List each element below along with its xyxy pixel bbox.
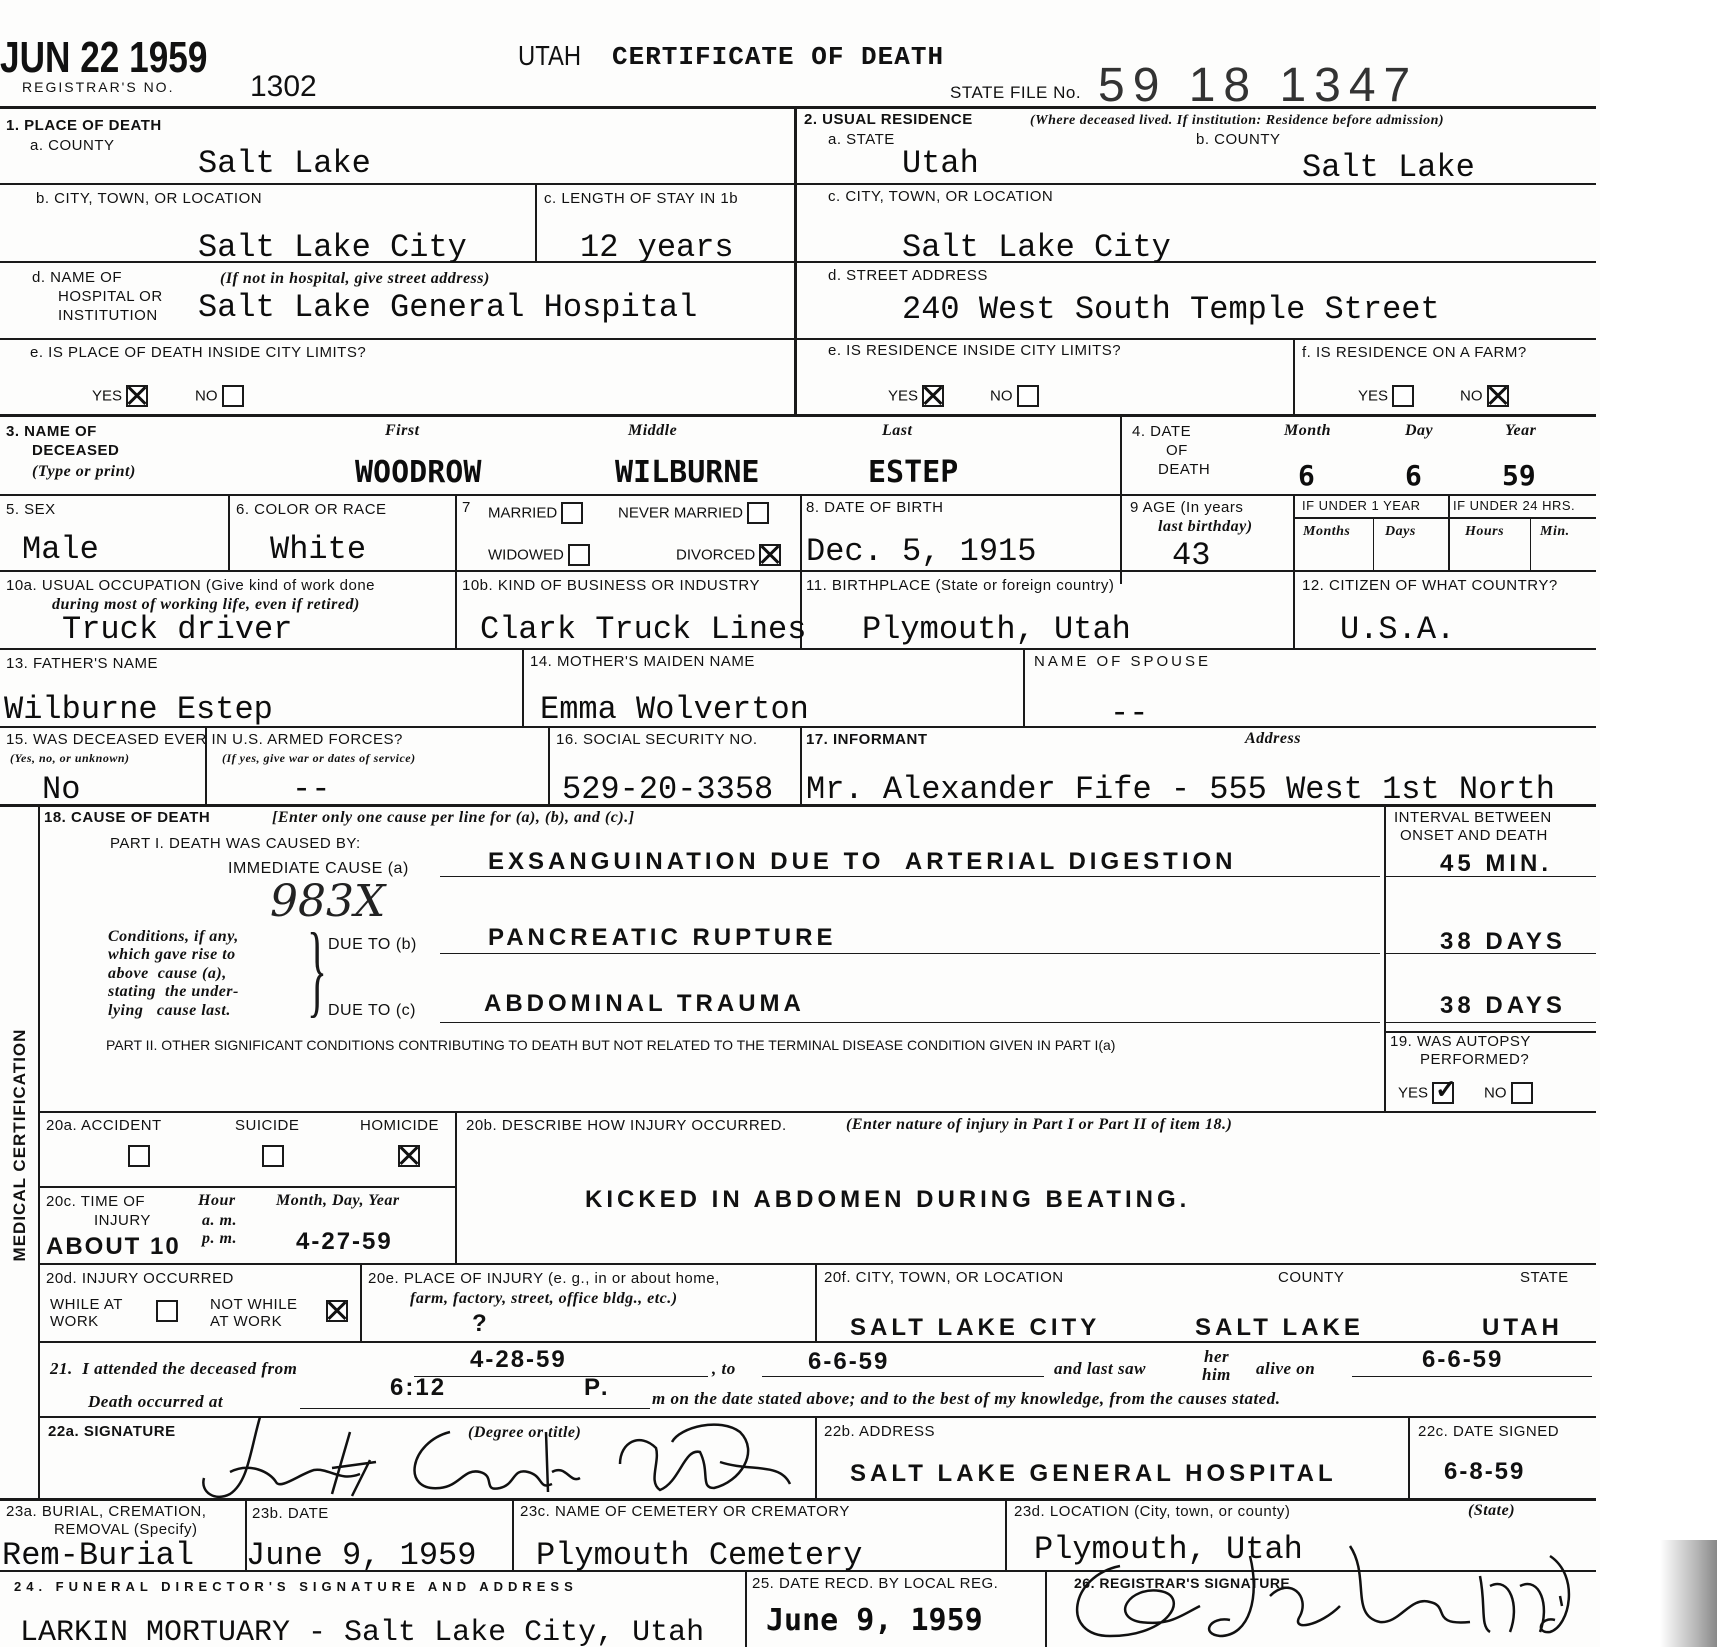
registrar-no-label: REGISTRAR'S NO. (22, 79, 175, 95)
mother-name-label: 14. MOTHER'S MAIDEN NAME (530, 653, 755, 670)
residence-inside-city-label: e. IS RESIDENCE INSIDE CITY LIMITS? (828, 342, 1122, 359)
burial-type: Rem-Burial (2, 1537, 195, 1574)
due-to-b-label: DUE TO (b) (328, 936, 417, 953)
checkbox-empty-icon (747, 502, 769, 524)
residence-inside-city-no[interactable]: NO (990, 385, 1039, 407)
immediate-cause-label: IMMEDIATE CAUSE (a) (228, 860, 409, 877)
am-label: a. m. (202, 1212, 237, 1229)
part-2-label: PART II. OTHER SIGNIFICANT CONDITIONS CONTRIBUTING TO DEATH BUT NOT RELATED TO THE TERMINAL DISEASE CONDITION GIVEN IN PART I(a) (106, 1037, 1116, 1053)
residence-county-label: b. COUNTY (1196, 131, 1281, 148)
age-label-1: 9 AGE (In years (1130, 499, 1244, 516)
cause-a: EXSANGUINATION DUE TO ARTERIAL DIGESTION (488, 848, 1237, 875)
business-label: 10b. KIND OF BUSINESS OR INDUSTRY (462, 577, 760, 594)
date-received-stamp: JUN 22 1959 (0, 33, 208, 82)
date-received: June 9, 1959 (766, 1603, 983, 1638)
checkmark-icon (1432, 1082, 1454, 1104)
last-name-label: Last (882, 422, 913, 439)
residence-on-farm-label: f. IS RESIDENCE ON A FARM? (1302, 344, 1527, 361)
medical-certification-side-label: MEDICAL CERTIFICATION (10, 1028, 29, 1262)
checkbox-empty-icon (1511, 1082, 1533, 1104)
injury-time: ABOUT 10 (46, 1233, 181, 1260)
injury-state: UTAH (1482, 1314, 1563, 1341)
checkbox-empty-icon (1392, 385, 1414, 407)
married-checkbox[interactable]: MARRIED (488, 502, 583, 524)
sex-label: 5. SEX (6, 501, 56, 518)
place-of-injury-label-1: 20e. PLACE OF INJURY (e. g., in or about home, (368, 1270, 720, 1287)
place-of-injury: ? (472, 1310, 491, 1337)
months-label: Months (1303, 524, 1351, 539)
physician-address: SALT LAKE GENERAL HOSPITAL (850, 1460, 1337, 1487)
certificate-title: CERTIFICATE OF DEATH (612, 42, 945, 72)
length-of-stay-label: c. LENGTH OF STAY IN 1b (544, 190, 739, 207)
alive-on-label: alive on (1256, 1359, 1316, 1378)
death-city: Salt Lake City (198, 229, 467, 266)
page-margin (1600, 0, 1717, 1647)
checkbox-checked-icon (1487, 385, 1509, 407)
part-1-label: PART I. DEATH WAS CAUSED BY: (110, 835, 361, 852)
under-1-year-label: IF UNDER 1 YEAR (1302, 498, 1421, 513)
date-of-death-label-2: OF (1166, 442, 1188, 459)
ssn-label: 16. SOCIAL SECURITY NO. (556, 731, 758, 748)
mother-name: Emma Wolverton (540, 691, 809, 728)
burial-date-label: 23b. DATE (252, 1505, 329, 1522)
checkbox-checked-icon (922, 385, 944, 407)
middle-name: WILBURNE (615, 455, 760, 490)
death-day: 6 (1405, 459, 1422, 492)
marital-prefix: 7 (462, 499, 471, 516)
armed-service-value: -- (292, 771, 331, 808)
registrar-no-value: 1302 (250, 70, 317, 103)
divorced-checkbox[interactable]: DIVORCED (676, 544, 781, 566)
interval-label-2: ONSET AND DEATH (1400, 827, 1548, 844)
spouse-label: NAME OF SPOUSE (1034, 653, 1212, 670)
residence-on-farm-yes[interactable]: YES (1358, 385, 1414, 407)
death-city-label: b. CITY, TOWN, OR LOCATION (36, 190, 263, 207)
name-of-deceased-label-2: DECEASED (32, 442, 120, 459)
while-at-work-label: WHILE AT WORK (50, 1296, 123, 1330)
time-of-injury-label-1: 20c. TIME OF (46, 1193, 146, 1210)
street-address: 240 West South Temple Street (902, 291, 1440, 328)
cemetery: Plymouth Cemetery (536, 1537, 863, 1574)
accident-label: 20a. ACCIDENT (46, 1117, 162, 1134)
residence-on-farm-no[interactable]: NO (1460, 385, 1509, 407)
death-inside-city-no[interactable]: NO (195, 385, 244, 407)
him-label: him (1202, 1365, 1231, 1384)
registrar-signature (1050, 1536, 1580, 1646)
not-while-at-work-checkbox[interactable] (322, 1300, 348, 1322)
occupation-label-1: 10a. USUAL OCCUPATION (Give kind of work done (6, 577, 376, 594)
hour-label: Hour (198, 1192, 236, 1209)
informant-address-label: Address (1245, 730, 1301, 747)
injury-city-label: 20f. CITY, TOWN, OR LOCATION (824, 1269, 1064, 1286)
place-of-injury-label-2: farm, factory, street, office bldg., etc.) (410, 1290, 678, 1307)
cause-of-death-heading: 18. CAUSE OF DEATH (44, 809, 211, 826)
burial-label-1: 23a. BURIAL, CREMATION, (6, 1503, 207, 1520)
under-24-hrs-label: IF UNDER 24 HRS. (1453, 498, 1576, 513)
last-name: ESTEP (868, 455, 959, 490)
funeral-director: LARKIN MORTUARY - Salt Lake City, Utah (20, 1616, 705, 1650)
injury-occurred-label: 20d. INJURY OCCURRED (46, 1270, 234, 1287)
informant: Mr. Alexander Fife - 555 West 1st North (806, 771, 1555, 808)
injury-state-label: STATE (1520, 1269, 1569, 1286)
birthplace: Plymouth, Utah (862, 611, 1131, 648)
name-of-deceased-label-1: 3. NAME OF (6, 423, 97, 440)
name-of-deceased-label-3: (Type or print) (32, 463, 136, 480)
armed-forces-value: No (42, 771, 81, 808)
residence-city-label: c. CITY, TOWN, OR LOCATION (828, 188, 1054, 205)
autopsy-yes[interactable]: YES✓ (1398, 1082, 1454, 1104)
pm-label: p. m. (202, 1230, 237, 1247)
death-year: 59 (1502, 459, 1536, 492)
date-of-death-label-3: DEATH (1158, 461, 1211, 478)
last-saw-date: 6-6-59 (1422, 1346, 1504, 1373)
checkbox-empty-icon (128, 1145, 150, 1167)
bracket-icon: } (306, 912, 327, 1027)
street-address-label: d. STREET ADDRESS (828, 267, 988, 284)
while-at-work-checkbox[interactable] (152, 1300, 178, 1322)
death-inside-city-label: e. IS PLACE OF DEATH INSIDE CITY LIMITS? (30, 344, 367, 361)
month-day-year-label: Month, Day, Year (276, 1192, 400, 1209)
father-name-label: 13. FATHER'S NAME (6, 655, 158, 672)
occupation: Truck driver (62, 611, 293, 648)
date-of-death-label-1: 4. DATE (1132, 423, 1192, 440)
informant-label: 17. INFORMANT (806, 731, 928, 748)
place-of-death-heading: 1. PLACE OF DEATH (6, 117, 162, 134)
hospital-label-3: INSTITUTION (58, 307, 158, 324)
classification-code: 983X (270, 876, 386, 927)
title-state: UTAH (518, 40, 582, 71)
accident-checkbox[interactable] (124, 1145, 150, 1167)
last-saw-label: and last saw (1054, 1359, 1146, 1378)
checkbox-empty-icon (568, 544, 590, 566)
interval-b: 38 DAYS (1440, 928, 1566, 955)
hours-label: Hours (1465, 524, 1505, 539)
death-county-label: a. COUNTY (30, 137, 115, 154)
date-signed-label: 22c. DATE SIGNED (1418, 1423, 1560, 1440)
cemetery-label: 23c. NAME OF CEMETERY OR CREMATORY (520, 1503, 850, 1520)
hospital-label-2: HOSPITAL OR (58, 288, 163, 305)
date-of-birth: Dec. 5, 1915 (806, 533, 1037, 570)
autopsy-no[interactable]: NO (1484, 1082, 1533, 1104)
race-label: 6. COLOR OR RACE (236, 501, 387, 518)
death-county: Salt Lake (198, 145, 371, 182)
ssn: 529-20-3358 (562, 771, 774, 808)
describe-injury-label: 20b. DESCRIBE HOW INJURY OCCURRED. (466, 1117, 787, 1134)
cause-of-death-note: [Enter only one cause per line for (a), (b), and (c).] (272, 809, 635, 826)
min-label: Min. (1540, 524, 1570, 539)
death-occurred-label: Death occurred at (88, 1392, 224, 1411)
hospital-note: (If not in hospital, give street address) (220, 270, 490, 287)
describe-injury-note: (Enter nature of injury in Part I or Part II of item 18.) (846, 1116, 1233, 1133)
race-value: White (270, 531, 367, 568)
birthplace-label: 11. BIRTHPLACE (State or foreign country) (806, 577, 1115, 594)
signature-label: 22a. SIGNATURE (48, 1423, 176, 1440)
attended-to: 6-6-59 (808, 1348, 890, 1375)
her-label: her (1204, 1347, 1230, 1366)
injury-date: 4-27-59 (296, 1228, 393, 1255)
cause-c: ABDOMINAL TRAUMA (484, 990, 805, 1017)
cemetery-location: Plymouth, Utah (1034, 1531, 1303, 1568)
date-signed: 6-8-59 (1444, 1458, 1526, 1485)
interval-c: 38 DAYS (1440, 992, 1566, 1019)
residence-county: Salt Lake (1302, 149, 1475, 186)
attended-from: 4-28-59 (470, 1346, 567, 1373)
attended-label: 21. I attended the deceased from (50, 1359, 298, 1378)
armed-forces-sub-1: (Yes, no, or unknown) (10, 751, 130, 765)
month-label: Month (1284, 422, 1331, 439)
death-occurred-rest: m on the date stated above; and to the best of my knowledge, from the causes stated. (652, 1389, 1281, 1408)
homicide-checkbox[interactable] (394, 1145, 420, 1167)
spouse-name: -- (1110, 695, 1149, 732)
armed-forces-label: 15. WAS DECEASED EVER IN U.S. ARMED FORCES? (6, 731, 403, 748)
page-corner-shadow (1660, 1540, 1717, 1647)
checkbox-empty-icon (561, 502, 583, 524)
funeral-director-label: 24. FUNERAL DIRECTOR'S SIGNATURE AND ADDRESS (14, 1579, 578, 1594)
days-label: Days (1385, 524, 1416, 539)
checkbox-checked-icon (126, 385, 148, 407)
injury-county-label: COUNTY (1278, 1269, 1345, 1286)
state-file-label: STATE FILE No. (950, 83, 1082, 102)
business: Clark Truck Lines (480, 611, 807, 648)
autopsy-label-1: 19. WAS AUTOPSY (1390, 1033, 1531, 1050)
citizen-label: 12. CITIZEN OF WHAT COUNTRY? (1302, 577, 1558, 594)
not-while-at-work-label: NOT WHILE AT WORK (210, 1296, 298, 1330)
death-inside-city-yes[interactable]: YES (92, 385, 148, 407)
age-label-2: last birthday) (1158, 518, 1253, 535)
degree-label: (Degree or title) (468, 1424, 582, 1441)
injury-county: SALT LAKE (1195, 1314, 1364, 1341)
checkbox-checked-icon (759, 544, 781, 566)
usual-residence-heading: 2. USUAL RESIDENCE (804, 111, 973, 128)
homicide-label: HOMICIDE (360, 1117, 439, 1134)
hospital-label-1: d. NAME OF (32, 269, 123, 286)
physician-signature (100, 1412, 820, 1502)
checkbox-empty-icon (1017, 385, 1039, 407)
death-time: 6:12 (390, 1374, 447, 1401)
conditions-note: Conditions, if any, which gave rise to above cause (a), stating the under- lying cause last. (108, 928, 239, 1019)
suicide-label: SUICIDE (235, 1117, 300, 1134)
death-ampm: P. (584, 1374, 612, 1401)
never-married-checkbox[interactable]: NEVER MARRIED (618, 502, 769, 524)
interval-a: 45 MIN. (1440, 850, 1553, 877)
physician-address-label: 22b. ADDRESS (824, 1423, 936, 1440)
length-of-stay: 12 years (580, 229, 734, 266)
widowed-checkbox[interactable]: WIDOWED (488, 544, 590, 566)
attended-to-label: , to (712, 1359, 736, 1378)
residence-state: Utah (902, 145, 979, 182)
armed-forces-sub-2: (If yes, give war or dates of service) (222, 751, 416, 765)
checkbox-empty-icon (222, 385, 244, 407)
burial-label-2: REMOVAL (Specify) (54, 1521, 198, 1538)
cemetery-location-label: 23d. LOCATION (City, town, or county) (1014, 1503, 1291, 1520)
first-name-label: First (385, 422, 420, 439)
death-month: 6 (1298, 459, 1315, 492)
father-name: Wilburne Estep (4, 691, 273, 728)
checkbox-checked-icon (326, 1300, 348, 1322)
checkbox-empty-icon (156, 1300, 178, 1322)
time-of-injury-label-2: INJURY (94, 1212, 151, 1229)
day-label: Day (1405, 422, 1434, 439)
first-name: WOODROW (355, 455, 482, 490)
year-label: Year (1505, 422, 1537, 439)
burial-date: June 9, 1959 (246, 1537, 477, 1574)
middle-name-label: Middle (628, 422, 678, 439)
citizen: U.S.A. (1340, 611, 1456, 648)
state-file-number: 59 18 1347 (1098, 59, 1419, 112)
occupation-label-2: during most of working life, even if retired) (52, 596, 360, 613)
residence-inside-city-yes[interactable]: YES (888, 385, 944, 407)
residence-state-label: a. STATE (828, 131, 895, 148)
injury-description: KICKED IN ABDOMEN DURING BEATING. (585, 1186, 1191, 1213)
registrar-signature-label: 26. REGISTRAR'S SIGNATURE (1074, 1575, 1291, 1591)
usual-residence-note: (Where deceased lived. If institution: Residence before admission) (1030, 113, 1445, 128)
suicide-checkbox[interactable] (258, 1145, 284, 1167)
due-to-c-label: DUE TO (c) (328, 1002, 416, 1019)
date-received-label: 25. DATE RECD. BY LOCAL REG. (752, 1575, 999, 1592)
age-value: 43 (1172, 537, 1211, 574)
autopsy-label-2: PERFORMED? (1420, 1051, 1530, 1068)
sex-value: Male (22, 531, 99, 568)
residence-city: Salt Lake City (902, 229, 1171, 266)
injury-city: SALT LAKE CITY (850, 1314, 1101, 1341)
hospital-name: Salt Lake General Hospital (198, 289, 698, 326)
date-of-birth-label: 8. DATE OF BIRTH (806, 499, 944, 516)
interval-label-1: INTERVAL BETWEEN (1394, 809, 1552, 826)
checkbox-empty-icon (262, 1145, 284, 1167)
cause-b: PANCREATIC RUPTURE (488, 924, 837, 951)
cemetery-state-label: (State) (1468, 1502, 1516, 1519)
checkbox-checked-icon (398, 1145, 420, 1167)
